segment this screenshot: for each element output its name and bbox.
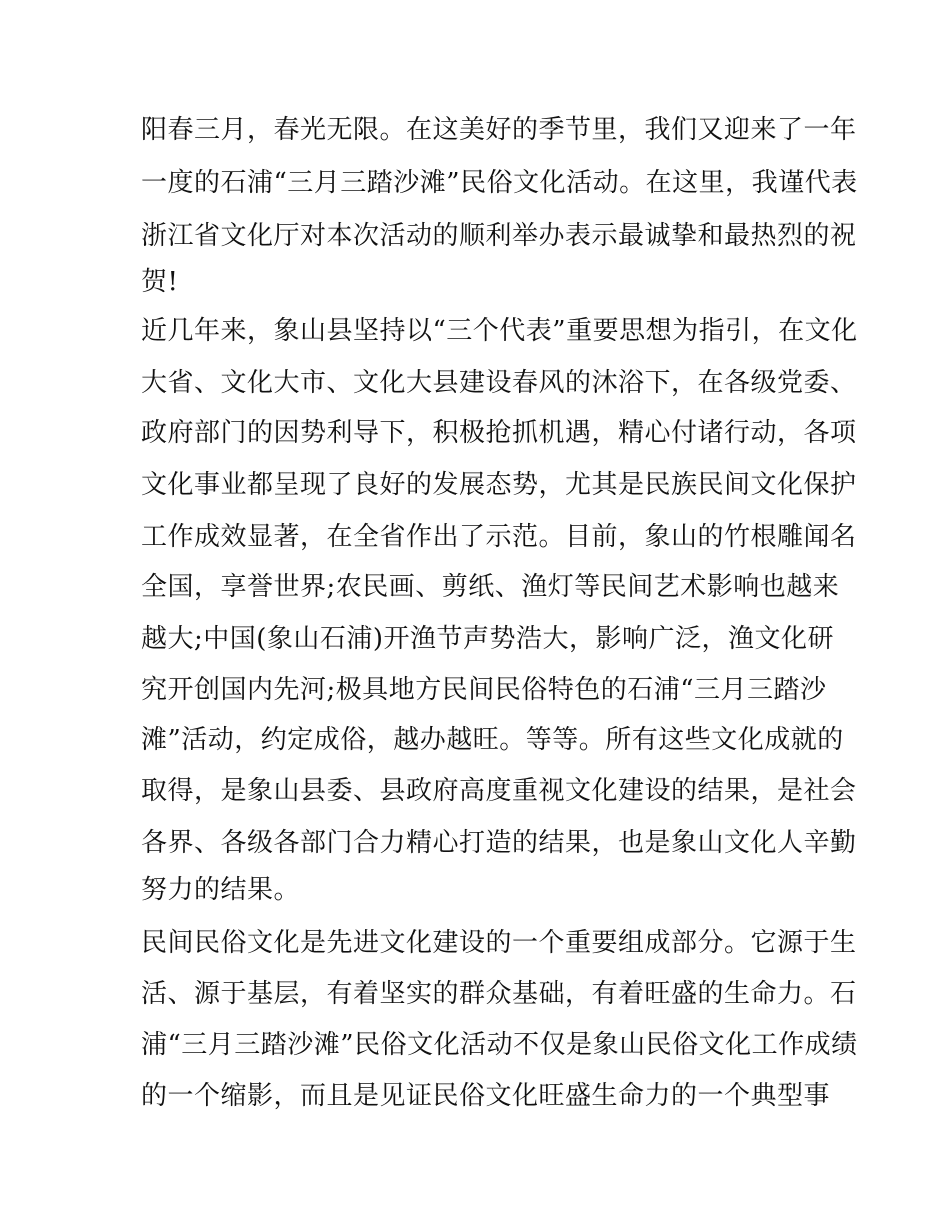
text-line: 各界、各级各部门合力精心打造的结果，也是象山文化人辛勤 bbox=[141, 828, 857, 858]
text-line: 政府部门的因势利导下，积极抢抓机遇，精心付诸行动，各项 bbox=[141, 418, 857, 448]
text-line: 滩”活动，约定成俗，越办越旺。等等。所有这些文化成就的 bbox=[141, 725, 844, 755]
text-line: 阳春三月，春光无限。在这美好的季节里，我们又迎来了一年 bbox=[141, 115, 857, 145]
text-line: 取得，是象山县委、县政府高度重视文化建设的结果，是社会 bbox=[141, 776, 857, 806]
text-line: 活、源于基层，有着坚实的群众基础，有着旺盛的生命力。石 bbox=[141, 979, 857, 1009]
text-line: 民间民俗文化是先进文化建设的一个重要组成部分。它源于生 bbox=[141, 928, 857, 958]
text-line: 大省、文化大市、文化大县建设春风的沐浴下，在各级党委、 bbox=[141, 368, 857, 398]
text-line: 浦“三月三踏沙滩”民俗文化活动不仅是象山民俗文化工作成绩 bbox=[141, 1030, 858, 1060]
text-line: 的一个缩影，而且是见证民俗文化旺盛生命力的一个典型事 bbox=[141, 1081, 831, 1111]
text-line: 文化事业都呈现了良好的发展态势，尤其是民族民间文化保护 bbox=[141, 470, 857, 500]
text-line: 越大;中国(象山石浦)开渔节声势浩大，影响广泛，渔文化研 bbox=[141, 624, 835, 654]
text-line: 一度的石浦“三月三踏沙滩”民俗文化活动。在这里，我谨代表 bbox=[141, 168, 858, 198]
text-line: 究开创国内先河;极具地方民间民俗特色的石浦“三月三踏沙 bbox=[141, 675, 827, 705]
text-line: 贺! bbox=[141, 267, 179, 297]
text-line: 全国，享誉世界;农民画、剪纸、渔灯等民间艺术影响也越来 bbox=[141, 572, 840, 602]
text-line: 近几年来，象山县坚持以“三个代表”重要思想为指引，在文化 bbox=[141, 316, 858, 346]
text-line: 工作成效显著，在全省作出了示范。目前，象山的竹根雕闻名 bbox=[141, 522, 857, 552]
text-line: 浙江省文化厅对本次活动的顺利举办表示最诚挚和最热烈的祝 bbox=[141, 221, 857, 251]
text-line: 努力的结果。 bbox=[141, 875, 301, 905]
